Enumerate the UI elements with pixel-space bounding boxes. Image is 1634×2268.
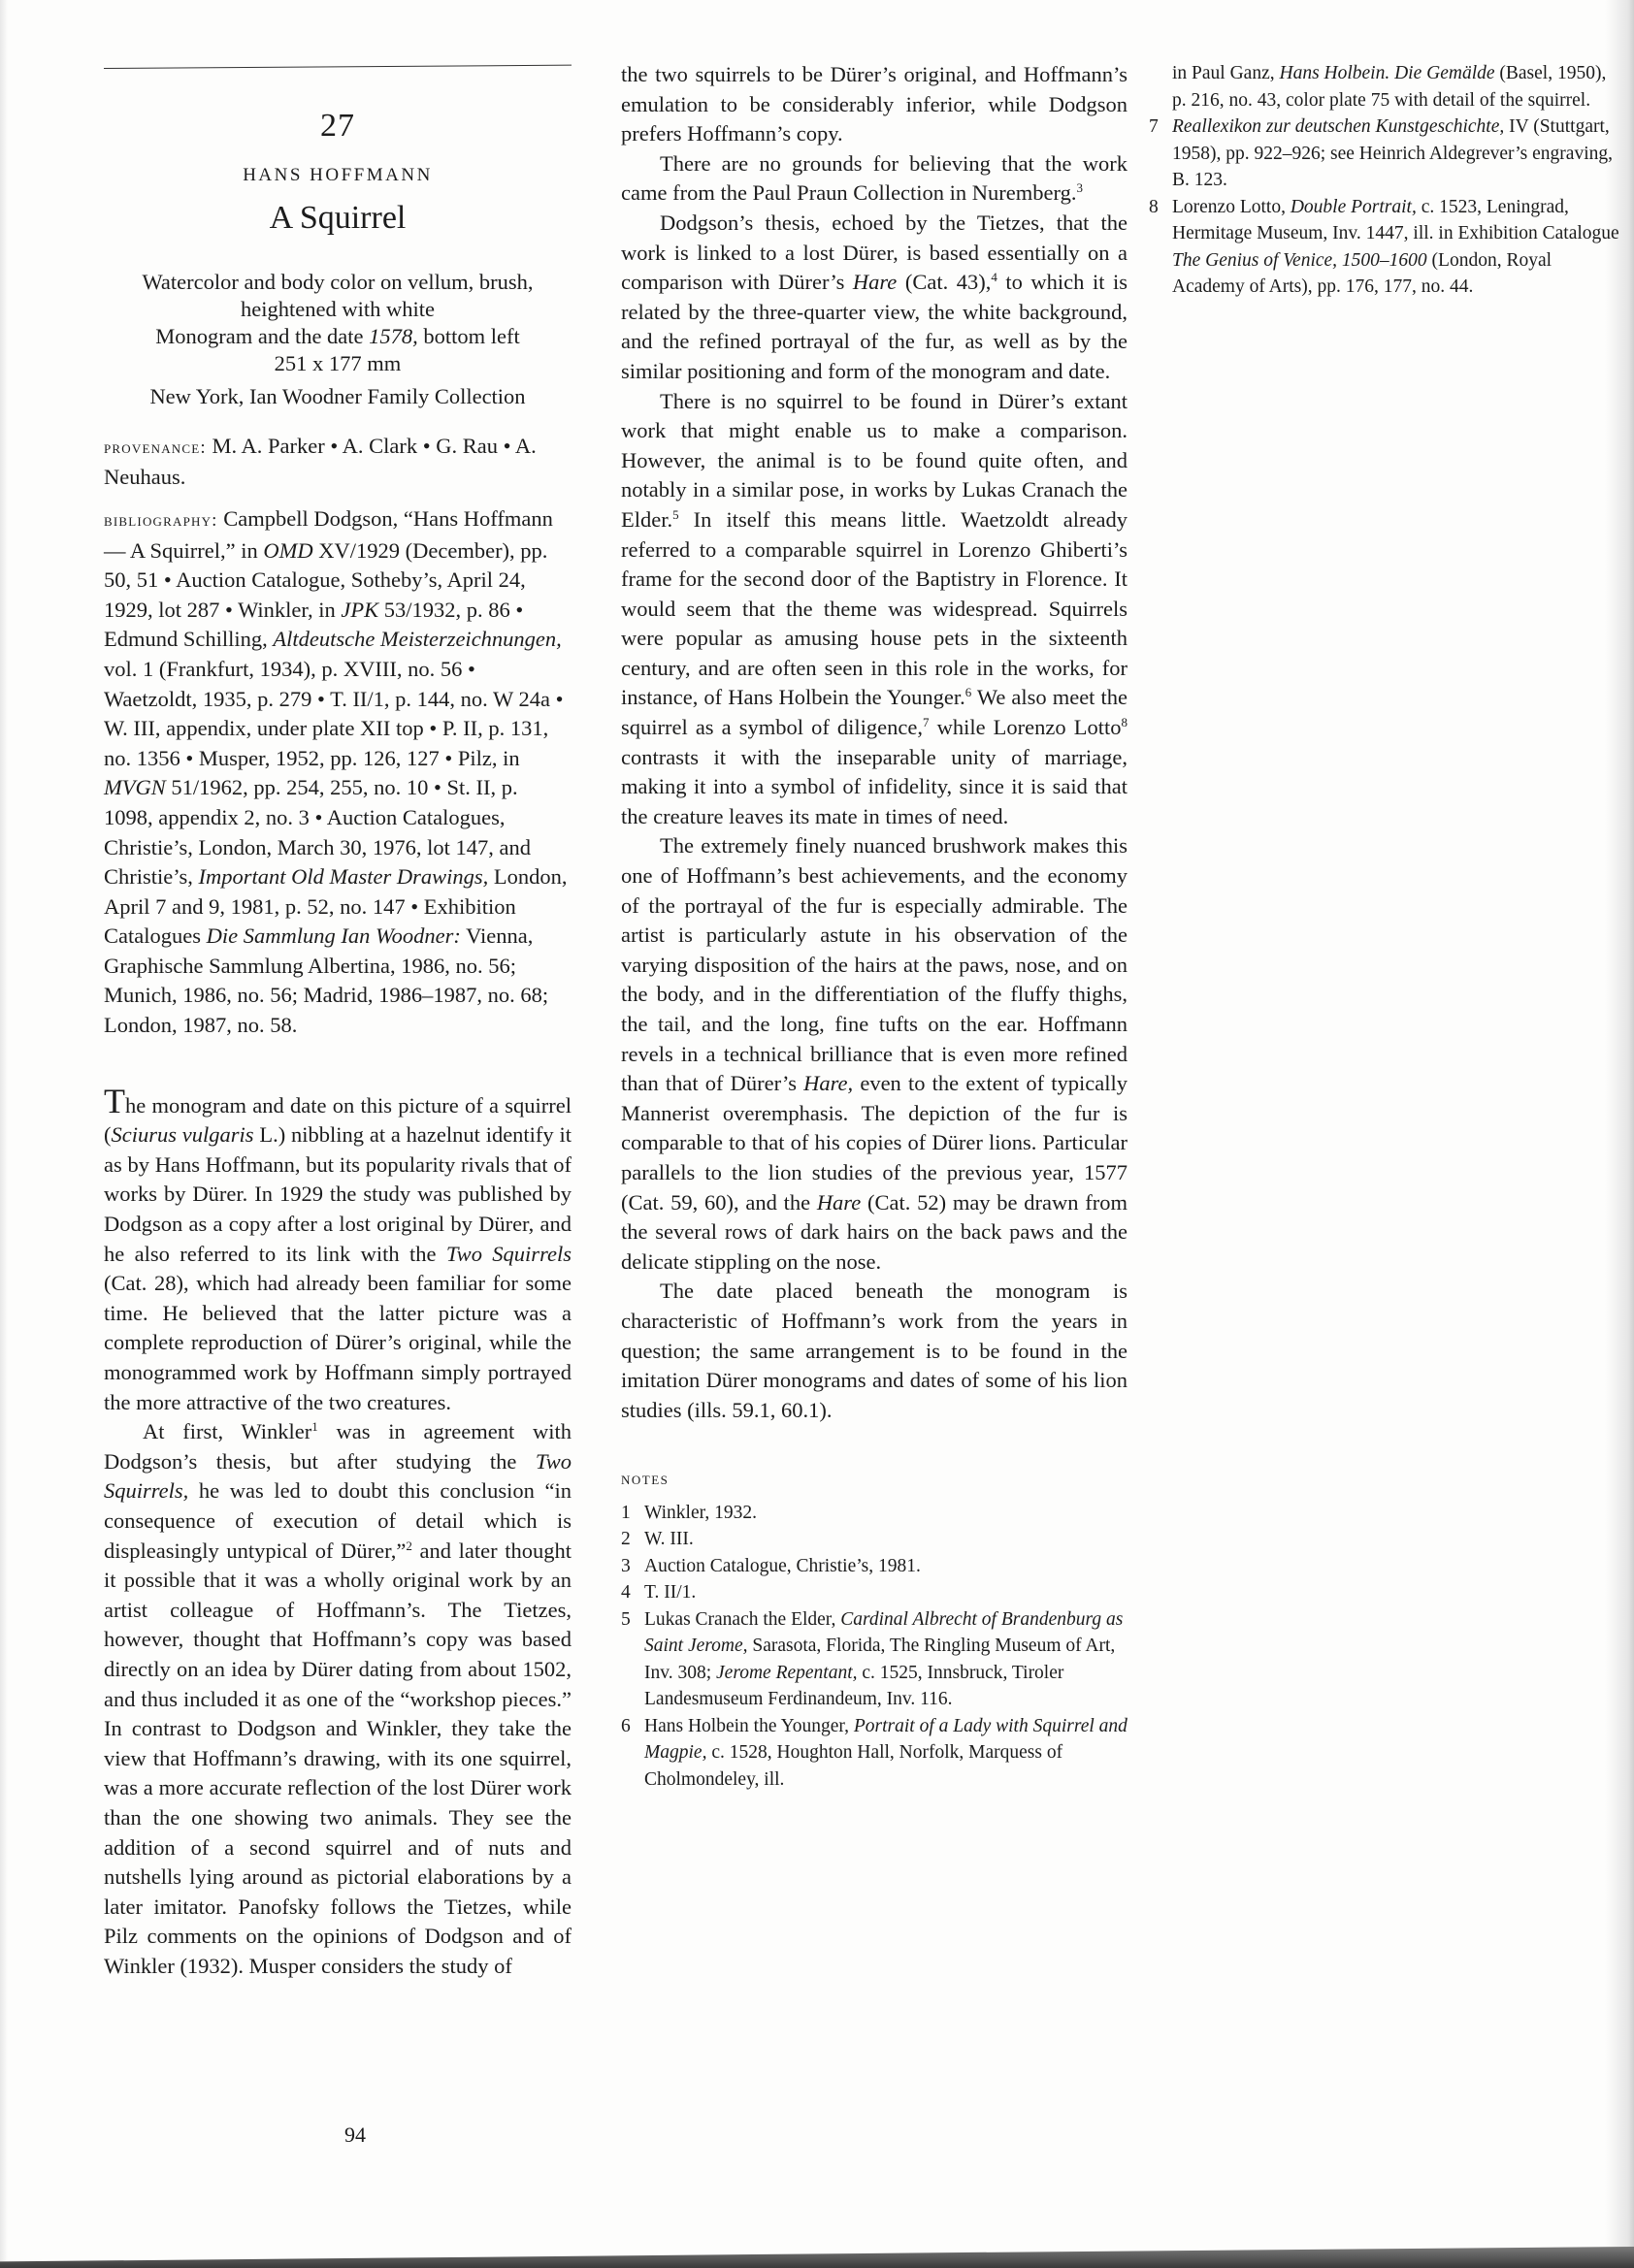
- note-item: [621, 1713, 1127, 1794]
- note-item: [621, 1553, 1127, 1580]
- left-column: [104, 58, 572, 1981]
- provenance: [104, 432, 572, 493]
- note-text: Auction Catalogue, Christie’s, 1981.: [644, 1555, 921, 1576]
- bibliography: [104, 504, 572, 1041]
- notes-list: [621, 1500, 1127, 1794]
- essay-left: [104, 1081, 572, 1982]
- essay-paragraph: the two squirrels to be Dürer’s original, and Hoffmann’s emulation to be considerably inferior, while Dodgson prefers Hoffmann’s copy.: [621, 62, 1127, 146]
- spec-medium-2: heightened with white: [241, 296, 435, 321]
- note-number: 6: [621, 1715, 631, 1736]
- note-text: Lukas Cranach the Elder, Cardinal Albrecht of Brandenburg as Saint Jerome, Sarasota, Florida, The Ringling Museum of Art, Inv. 308; Jerome Repentant, c. 1525, Innsbruck, Tiroler Landesmuseum Ferdinandeum, Inv. 116.: [644, 1608, 1124, 1710]
- metadata-block: [104, 432, 572, 1041]
- note-text: Reallexikon zur deutschen Kunstgeschichte, IV (Stuttgart, 1958), pp. 922–926; see Heinrich Aldegrever’s engraving, B. 123.: [1172, 116, 1613, 190]
- note-item: [621, 1579, 1127, 1606]
- notes-heading: notes: [621, 1469, 670, 1489]
- spec-collection: New York, Ian Woodner Family Collection: [149, 383, 526, 408]
- page-left-edge: [0, 0, 8, 2268]
- essay-paragraph: Dodgson’s thesis, echoed by the Tietzes, that the work is linked to a lost Dürer, is based essentially on a comparison with Dürer’s Hare (Cat. 43),$^4$ to which it is related by the three-quarter view, the white background, and the refined portrayal of the fur, as well as by the similar positioning and form of the monogram and date.: [621, 210, 1127, 383]
- essay-paragraph: There is no squirrel to be found in Dürer’s extant work that might enable us to make a comparison. However, the animal is to be found quite often, and notably in a similar pose, in works by Lukas Cranach the Elder.$^5$ In itself this means little. Waetzoldt already referred to a comparable squirrel in Lorenzo Ghiberti’s frame for the second door of the Baptistry in Florence. It would seem that the theme was widespread. Squirrels were popular as amusing house pets in the sixteenth century, and are often seen in this role in the works, for instance, of Hans Holbein the Younger.$^6$ We also meet the squirrel as a symbol of diligence,$^7$ while Lorenzo Lotto$^8$ contrasts it with the inseparable unity of marriage, making it into a symbol of infidelity, since it is said that the creature leaves its mate in times of need.: [621, 388, 1127, 828]
- note-number: 8: [1149, 196, 1159, 217]
- note-number: 7: [1149, 116, 1159, 137]
- note-item: [1149, 113, 1620, 194]
- middle-column: [621, 60, 1127, 1793]
- spec-inscription: Monogram and the date 1578, bottom left: [155, 323, 520, 348]
- essay-paragraph: There are no grounds for believing that the work came from the Paul Praun Collection in Nuremberg.$^3$: [621, 150, 1127, 206]
- note-item: [621, 1500, 1127, 1527]
- bibliography-label: bibliography:: [104, 509, 218, 531]
- essay-paragraph: At first, Winkler$^1$ was in agreement with Dodgson’s thesis, but after studying the Two Squirrels, he was led to doubt this conclusion “in consequence of execution of detail which is displeasingly untypical of Dürer,”$^2$ and later thought it possible that it was a wholly original work by an artist colleague of Hoffmann’s. The Tietzes, however, thought that Hoffmann’s copy was based directly on an idea by Dürer dating from about 1502, and thus included it as one of the “workshop pieces.” In contrast to Dodgson and Winkler, they take the view that Hoffmann’s drawing, with its one squirrel, was a more accurate reflection of the lost Dürer work than the one showing two animals. They see the addition of a second squirrel and of nuts and nutshells lying around as pictorial elaborations by a later imitator. Panofsky follows the Tietzes, while Pilz comments on the opinions of Dodgson and of Winkler (1932). Musper considers the study of: [104, 1419, 572, 1978]
- essay-paragraph: The monogram and date on this picture of a squirrel (Sciurus vulgaris L.) nibbling at a hazelnut identify it as by Hans Hoffmann, but its popularity rivals that of works by Dürer. In 1929 the study was published by Dodgson as a copy after a lost original by Dürer, and he also referred to its link with the Two Squirrels (Cat. 28), which had already been familiar for some time. He believed that the latter picture was a complete reproduction of Dürer’s original, while the monogrammed work by Hoffmann simply portrayed the more attractive of the two creatures.: [104, 1081, 572, 1414]
- note-text: Hans Holbein the Younger, Portrait of a Lady with Squirrel and Magpie, c. 1528, Houghton Hall, Norfolk, Marquess of Cholmondeley, ill.: [644, 1715, 1127, 1790]
- top-rule-divider: [104, 65, 572, 69]
- spec-dimensions: 251 x 177 mm: [274, 350, 402, 375]
- artwork-specs: [104, 269, 572, 410]
- note-number: 4: [621, 1582, 631, 1604]
- page-number: 94: [344, 2122, 366, 2147]
- artwork-title: A Squirrel: [269, 200, 407, 237]
- spec-medium-1: Watercolor and body color on vellum, brush,: [142, 269, 534, 294]
- note-text: Winkler, 1932.: [644, 1502, 757, 1523]
- bibliography-text: Campbell Dodgson, “Hans Hoffmann — A Squirrel,” in OMD XV/1929 (December), pp. 50, 51 • Auction Catalogue, Sotheby’s, April 24, 1929, lot 287 • Winkler, in JPK 53/1932, p. 86 • Edmund Schilling, Altdeutsche Meisterzeichnungen, vol. 1 (Frankfurt, 1934), p. XVIII, no. 56 • Waetzoldt, 1935, p. 279 • T. II/1, p. 144, no. W 24a • W. III, appendix, under plate XII top • P. II, p. 131, no. 1356 • Musper, 1952, pp. 126, 127 • Pilz, in MVGN 51/1962, pp. 254, 255, no. 10 • St. II, p. 1098, appendix 2, no. 3 • Auction Catalogues, Christie’s, London, March 30, 1976, lot 147, and Christie’s, Important Old Master Drawings, London, April 7 and 9, 1981, p. 52, no. 147 • Exhibition Catalogues Die Sammlung Ian Woodner: Vienna, Graphische Sammlung Albertina, 1986, no. 56; Munich, 1986, no. 56; Madrid, 1986–1987, no. 68; London, 1987, no. 58.: [104, 505, 568, 1038]
- note-text: T. II/1.: [644, 1582, 697, 1604]
- note-number: 5: [621, 1608, 631, 1630]
- provenance-text: M. A. Parker • A. Clark • G. Rau • A. Neuhaus.: [104, 433, 537, 490]
- note-item: [621, 1526, 1127, 1553]
- essay-paragraph: The date placed beneath the monogram is characteristic of Hoffmann’s work from the years in question; the same arrangement is to be found in the imitation Dürer monograms and dates of some of his lion studies (ills. 59.1, 60.1).: [621, 1279, 1127, 1422]
- page-right-edge: [1605, 0, 1634, 2268]
- note-text: Lorenzo Lotto, Double Portrait, c. 1523, Leningrad, Hermitage Museum, Inv. 1447, ill. in Exhibition Catalogue The Genius of Venice, 1500–1600 (London, Royal Academy of Arts), pp. 176, 177, no. 44.: [1172, 196, 1619, 297]
- note-number: 3: [621, 1555, 631, 1576]
- note-item: [621, 1606, 1127, 1713]
- page-bottom-edge: [0, 2247, 1634, 2268]
- note-item: [1149, 194, 1620, 301]
- note-number: 2: [621, 1529, 631, 1550]
- note-text: W. III.: [644, 1529, 694, 1550]
- right-column: [1149, 60, 1620, 301]
- catalogue-number: 27: [320, 108, 355, 144]
- note-number: 1: [621, 1502, 631, 1523]
- provenance-label: provenance:: [104, 437, 207, 458]
- note-6-continued: in Paul Ganz, Hans Holbein. Die Gemälde (Basel, 1950), p. 216, no. 43, color plate 75 with detail of the squirrel.: [1172, 63, 1607, 111]
- essay-paragraph: The extremely finely nuanced brushwork makes this one of Hoffmann’s best achievements, and the economy of the portrayal of the fur is especially admirable. The artist is particularly astute in his observation of the varying disposition of the hairs at the paws, nose, and on the body, and in the differentiation of the fluffy thighs, the tail, and the long, fine tufts on the ear. Hoffmann revels in a technical brilliance that is even more refined than that of Dürer’s Hare, even to the extent of typically Mannerist overemphasis. The depiction of the fur is comparable to that of his copies of Dürer lions. Particular parallels to the lion studies of the previous year, 1577 (Cat. 59, 60), and the Hare (Cat. 52) may be drawn from the several rows of dark hairs on the back paws and the delicate stippling on the nose.: [621, 833, 1127, 1274]
- artist-name: HANS HOFFMANN: [243, 164, 433, 185]
